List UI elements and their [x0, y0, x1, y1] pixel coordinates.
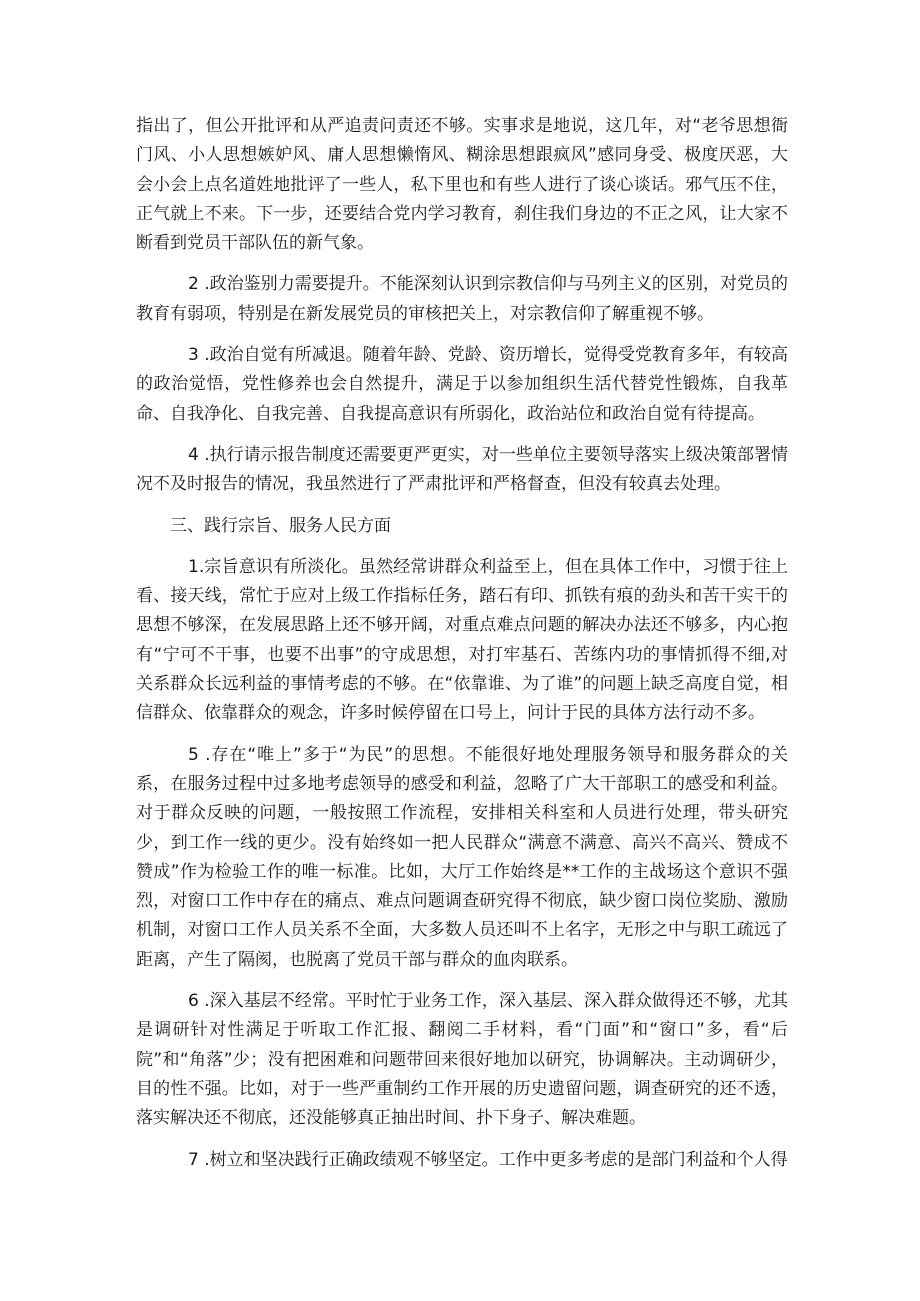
- paragraph-item-6: 6 .深入基层不经常。平时忙于业务工作，深入基层、深入群众做得还不够，尤其是调研针对性满足于听取工作汇报、翻阅二手材料，看“门面”和“窗口”多，看“后院”和“角落”少；没有把困难和问题带回来很好地加以研究，协调解决。主动调研少，目的性不强。比如，对于一些严重制约工作开展的历史遗留问题，调查研究的还不透，落实解决还不彻底，还没能够真正抽出时间、扑下身子、解决难题。: [136, 991, 788, 1129]
- section-heading: 三、践行宗旨、服务人民方面: [170, 515, 391, 536]
- paragraph-item-1: 1.宗旨意识有所淡化。虽然经常讲群众利益至上，但在具体工作中，习惯于往上看、接天线，常忙于应对上级工作指标任务，踏石有印、抓铁有痕的劲头和苦干实干的思想不够深，在发展思路上还不够开阔，对重点难点问题的解决办法还不够多，内心抱有“宁可不干事，也要不出事”的守成思想，对打牢基石、苦练内功的事情抓得不细,对关系群众长远利益的事情考虑的不够。在“依靠谁、为了谁”的问题上缺乏高度自觉，相信群众、依靠群众的观念，许多时候停留在口号上，问计于民的具体方法行动不多。: [136, 556, 788, 724]
- paragraph-item-5: 5 .存在“唯上”多于“为民”的思想。不能很好地处理服务领导和服务群众的关系，在服务过程中过多地考虑领导的感受和利益，忽略了广大干部职工的感受和利益。对于群众反映的问题，一般按照工作流程，安排相关科室和人员进行处理，带头研究少，到工作一线的更少。没有始终如一把人民群众“满意不满意、高兴不高兴、赞成不赞成”作为检验工作的唯一标准。比如，大厅工作始终是**工作的主战场这个意识不强烈，对窗口工作中存在的痛点、难点问题调查研究得不彻底，缺少窗口岗位奖励、激励机制，对窗口工作人员关系不全面，大多数人员还叫不上名字，无形之中与职工疏远了距离，产生了隔阂，也脱离了党员干部与群众的血肉联系。: [136, 744, 788, 970]
- paragraph-continuation: 指出了，但公开批评和从严追责问责还不够。实事求是地说，这几年，对“老爷思想衙门风、小人思想嫉妒风、庸人思想懒惰风、糊涂思想跟疯风”感同身受、极度厌恶，大会小会上点名道姓地批评了一些人，私下里也和有些人进行了谈心谈话。邪气压不住，正气就上不来。下一步，还要结合党内学习教育，刹住我们身边的不正之风，让大家不断看到党员干部队伍的新气象。: [136, 116, 788, 254]
- paragraph-item-7: 7 .树立和坚决践行正确政绩观不够坚定。工作中更多考虑的是部门利益和个人得: [188, 1149, 788, 1170]
- paragraph-item-2: 2 .政治鉴别力需要提升。不能深刻认识到宗教信仰与马列主义的区别，对党员的教育有弱项，特别是在新发展党员的审核把关上，对宗教信仰了解重视不够。: [136, 274, 788, 324]
- document-body: [136, 112, 788, 1187]
- paragraph-item-3: 3 .政治自觉有所减退。随着年龄、党龄、资历增长，觉得受党教育多年，有较高的政治觉悟，党性修养也会自然提升，满足于以参加组织生活代替党性锻炼，自我革命、自我净化、自我完善、自我提高意识有所弱化，政治站位和政治自觉有待提高。: [136, 345, 788, 424]
- paragraph-item-4: 4 .执行请示报告制度还需要更严更实，对一些单位主要领导落实上级决策部署情况不及时报告的情况，我虽然进行了严肃批评和严格督查，但没有较真去处理。: [136, 444, 788, 495]
